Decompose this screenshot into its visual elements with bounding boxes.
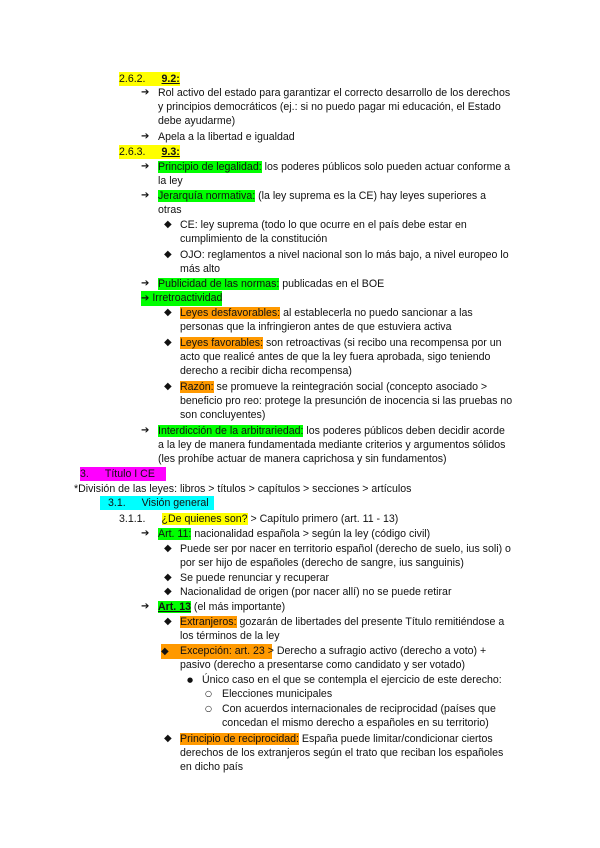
text-line xyxy=(180,644,486,658)
line-text: (la ley suprema es la CE) hay leyes superiores a xyxy=(255,190,486,202)
text-line: pasivo (derecho a presentarse como candidato y ser votado) xyxy=(180,659,466,671)
section-number: 2.6.3. xyxy=(119,146,146,158)
line-text: nacionalidad española > según la ley (código civil) xyxy=(191,528,431,540)
text-line: por ser hijo de españoles (derecho de sangre, ius sanguinis) xyxy=(180,557,464,569)
arrow-icon: ➔ xyxy=(141,190,150,201)
text-line: Rol activo del estado para garantizar el correcto desarrollo de los derechos xyxy=(158,87,511,99)
section-3-heading xyxy=(80,467,166,481)
highlight-term: Extranjeros: xyxy=(180,616,237,628)
dot-bullet-icon: ● xyxy=(187,676,194,684)
diamond-bullet-icon: ◆ xyxy=(164,381,172,392)
circle-bullet-icon: ○ xyxy=(205,689,212,698)
text-line: beneficio pro reo: protege la presunción de inocencia si las pruebas no xyxy=(180,395,513,407)
section-title: Título I CE xyxy=(104,468,155,480)
text-line xyxy=(158,600,285,614)
arrow-icon: ➔ xyxy=(141,87,150,98)
text-line xyxy=(180,615,504,629)
line-text: España puede limitar/condicionar ciertos xyxy=(298,733,493,745)
section-title: 9.3: xyxy=(161,146,180,158)
text-line xyxy=(158,277,384,291)
highlight-term: Art. 13 xyxy=(158,601,191,613)
text-line: derecho a recibir dicha recompensa) xyxy=(180,365,352,377)
text-line xyxy=(158,527,430,541)
diamond-bullet-icon: ◆ xyxy=(164,586,172,597)
text-line: OJO: reglamentos a nivel nacional son lo más bajo, a nivel europeo lo xyxy=(180,249,509,261)
arrow-icon: ➔ xyxy=(141,601,150,612)
text-line: Con acuerdos internacionales de reciprocidad (países que xyxy=(222,703,496,715)
diamond-bullet-icon: ◆ xyxy=(164,307,172,318)
diamond-bullet-icon: ◆ xyxy=(164,616,172,627)
section-3-1-1-heading xyxy=(119,512,398,526)
highlight-term: Principio de reciprocidad: xyxy=(180,733,299,745)
text-line: Apela a la libertad e igualdad xyxy=(158,131,295,143)
text-line: Puede ser por nacer en territorio español (derecho de suelo, ius soli) o xyxy=(180,543,511,555)
text-line: (les prohíbe actuar de manera caprichosa y sin fundamentos) xyxy=(158,453,447,465)
highlight-term: Art. 11: xyxy=(158,528,192,540)
arrow-icon: ➔ xyxy=(141,131,150,142)
text-line: concedan el mismo derecho a españoles en su territorio) xyxy=(222,717,489,729)
section-number: 3.1. xyxy=(108,497,126,509)
line-text: > Derecho a sufragio activo (derecho a voto) + xyxy=(264,645,487,657)
line-text: se promueve la reintegración social (concepto asociado > xyxy=(213,381,488,393)
diamond-bullet-icon: ◆ xyxy=(164,572,172,583)
highlight-term: Publicidad de las normas: xyxy=(158,278,280,290)
text-line: Nacionalidad de origen (por nacer allí) no se puede retirar xyxy=(180,586,452,598)
highlight-term: ¿De quienes son? xyxy=(161,513,248,525)
section-title: 9.2: xyxy=(161,73,180,85)
text-line: y principios democráticos (ej.: si no puedo pagar mi educación, el Estado xyxy=(158,101,501,113)
text-line: Elecciones municipales xyxy=(222,688,333,700)
diamond-bullet-icon: ◆ xyxy=(164,543,172,554)
text-line: son concluyentes) xyxy=(180,409,266,421)
highlight-term: Jerarquía normativa: xyxy=(158,190,256,202)
text-line xyxy=(180,732,493,746)
text-line: en dicho país xyxy=(180,761,244,773)
diamond-bullet-icon: ◆ xyxy=(164,733,172,744)
line-text: (el más importante) xyxy=(190,601,286,613)
highlight-term: Razón: xyxy=(180,381,214,393)
line-text: > Capítulo primero (art. 11 - 13) xyxy=(247,513,399,525)
text-line: CE: ley suprema (todo lo que ocurre en el país debe estar en xyxy=(180,219,467,231)
arrow-icon: ➔ xyxy=(141,528,150,539)
text-line xyxy=(158,424,505,438)
highlight-term: Leyes desfavorables: xyxy=(180,307,281,319)
text-line: Único caso en el que se contempla el ejercicio de este derecho: xyxy=(202,674,502,686)
arrow-icon: ➔ xyxy=(141,425,150,436)
text-line: más alto xyxy=(180,263,221,275)
text-line xyxy=(180,306,473,320)
text-line: derechos de los extranjeros según el trato que reciban los españoles xyxy=(180,747,504,759)
text-line: Se puede renunciar y recuperar xyxy=(180,572,329,584)
arrow-icon: ➔ xyxy=(141,161,150,172)
highlight-term: Leyes favorables: xyxy=(180,337,264,349)
circle-bullet-icon: ○ xyxy=(205,704,212,713)
section-number: 3. xyxy=(80,468,89,480)
line-text: son retroactivas (si recibo una recompensa por un xyxy=(263,337,502,349)
text-line: la ley xyxy=(158,175,183,187)
text-line: personas que la infringieron antes de que estuviera activa xyxy=(180,321,452,333)
text-line xyxy=(180,336,502,350)
highlight-term: Excepción: art. 23 xyxy=(180,645,265,657)
diamond-bullet-icon: ◆ xyxy=(164,337,172,348)
line-text: los poderes públicos solo pueden actuar conforme a xyxy=(261,161,511,173)
text-line: acto que realicé antes de que la ley fuera aprobada, sigo teniendo xyxy=(180,351,491,363)
section-title: Visión general xyxy=(141,497,209,509)
arrow-icon: ➔ xyxy=(141,278,150,289)
line-text: al establecerla no puedo sancionar a las xyxy=(280,307,473,319)
text-line: cumplimiento de la constitución xyxy=(180,233,328,245)
highlight-term: Principio de legalidad: xyxy=(158,161,262,173)
section-number: 3.1.1. xyxy=(119,513,146,525)
section-number: 2.6.2. xyxy=(119,73,146,85)
diamond-bullet-icon: ◆ xyxy=(161,646,169,657)
text-line: debe ayudarme) xyxy=(158,115,236,127)
section-2-6-3-heading xyxy=(119,145,180,159)
irretroactividad-heading xyxy=(141,291,222,306)
diamond-bullet-icon: ◆ xyxy=(164,249,172,260)
diamond-bullet-icon: ◆ xyxy=(164,219,172,230)
note-line: *División de las leyes: libros > títulos > capítulos > secciones > artículos xyxy=(74,483,412,495)
arrow-icon: ➔ xyxy=(141,293,150,304)
text-line xyxy=(180,380,487,394)
section-2-6-2-heading xyxy=(119,72,180,86)
text-line xyxy=(158,189,486,203)
text-line: a la ley de manera fundamentada mediante criterios y argumentos sólidos xyxy=(158,439,506,451)
text-line: otras xyxy=(158,204,182,216)
line-text: gozarán de libertades del presente Título remitiéndose a xyxy=(236,616,505,628)
highlight-term: Irretroactividad xyxy=(152,292,223,304)
text-line: los términos de la ley xyxy=(180,630,280,642)
highlight-term: Interdicción de la arbitrariedad: xyxy=(158,425,304,437)
line-text: los poderes públicos deben decidir acorde xyxy=(303,425,505,437)
section-3-1-heading xyxy=(100,496,214,510)
line-text: publicadas en el BOE xyxy=(279,278,385,290)
text-line xyxy=(158,160,510,174)
